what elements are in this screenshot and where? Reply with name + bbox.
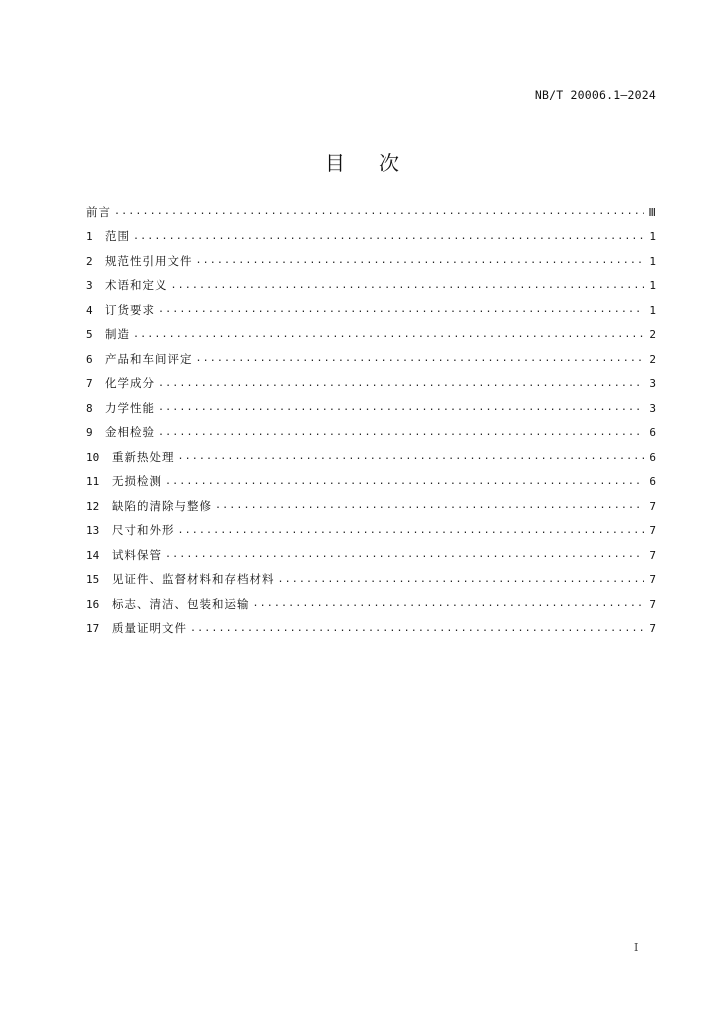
toc-entry-page: 7	[649, 548, 656, 562]
toc-entry-number: 5	[86, 328, 93, 342]
toc-title: 目次	[325, 151, 433, 175]
page-number: I	[634, 941, 639, 954]
toc-dot-leader	[178, 451, 645, 463]
toc-entry-label: 试料保管	[112, 547, 162, 562]
toc-entry-label: 范围	[105, 229, 130, 243]
toc-entry-label: 化学成分	[105, 376, 155, 390]
toc-entry-label: 无损检测	[112, 474, 162, 488]
toc-entry[interactable]	[86, 249, 656, 274]
toc-entry[interactable]	[86, 494, 656, 519]
toc-entry-number: 11	[86, 475, 100, 489]
toc-dot-leader	[114, 206, 644, 218]
toc-entry-page: 6	[649, 475, 656, 489]
toc-entry[interactable]	[86, 519, 656, 544]
toc-dot-leader	[158, 402, 644, 414]
toc-entry[interactable]	[86, 421, 656, 446]
toc-entry[interactable]	[86, 298, 656, 323]
toc-entry[interactable]	[86, 592, 656, 617]
toc-entry-label: 订货要求	[105, 302, 155, 317]
toc-entry[interactable]	[86, 396, 656, 421]
toc-entry-number: 16	[86, 597, 100, 611]
toc-entry[interactable]	[86, 372, 656, 397]
toc-entry-page: 1	[649, 230, 656, 244]
toc-entry-number: 1	[86, 230, 93, 244]
toc-entry[interactable]	[86, 347, 656, 372]
toc-entry-label: 力学性能	[105, 400, 155, 415]
toc-entry-label: 前言	[86, 204, 111, 219]
toc-entry[interactable]	[86, 445, 656, 470]
toc-entry[interactable]	[86, 323, 656, 348]
toc-dot-leader	[158, 378, 644, 390]
toc-entry-page: 7	[649, 499, 656, 513]
toc-entry-number: 8	[86, 401, 93, 415]
toc-entry-number: 2	[86, 254, 93, 268]
toc-dot-leader	[165, 476, 644, 488]
toc-entry-page: Ⅲ	[648, 205, 656, 219]
toc-entry-page: 7	[649, 524, 656, 538]
toc-entry-number: 6	[86, 352, 93, 366]
toc-entry-number: 15	[86, 573, 100, 587]
toc-entry-page: 1	[649, 279, 656, 293]
toc-dot-leader	[133, 231, 644, 243]
toc-dot-leader	[253, 598, 645, 610]
toc-entry-page: 2	[649, 352, 656, 366]
toc-entry-label: 规范性引用文件	[105, 253, 193, 268]
toc-entry-number: 9	[86, 426, 93, 440]
toc-dot-leader	[158, 427, 644, 439]
toc-dot-leader	[278, 574, 645, 586]
toc-entry-number: 12	[86, 499, 100, 513]
toc-entry-page: 7	[649, 622, 656, 636]
toc-entry-page: 3	[649, 377, 656, 391]
toc-entry[interactable]	[86, 225, 656, 250]
toc-dot-leader	[190, 623, 644, 635]
toc-dot-leader	[158, 304, 644, 316]
toc-dot-leader	[215, 500, 644, 512]
toc-entry[interactable]	[86, 568, 656, 593]
toc-entry[interactable]	[86, 470, 656, 495]
toc-entry-number: 17	[86, 622, 100, 636]
toc-entry-number: 13	[86, 524, 100, 538]
toc-entry-page: 3	[649, 401, 656, 415]
toc-entry-number: 10	[86, 450, 100, 464]
toc-entry[interactable]	[86, 543, 656, 568]
toc-entry-label: 标志、清洁、包装和运输	[112, 596, 250, 611]
toc-dot-leader	[165, 549, 644, 561]
toc-entry-page: 7	[649, 573, 656, 587]
toc-entry-label: 见证件、监督材料和存档材料	[112, 572, 275, 586]
toc-entry-label: 质量证明文件	[112, 621, 187, 635]
toc-entry-page: 7	[649, 597, 656, 611]
toc-dot-leader	[133, 329, 644, 341]
toc-entry-page: 6	[649, 426, 656, 440]
toc-entry-label: 术语和定义	[105, 278, 168, 292]
toc-dot-leader	[178, 525, 645, 537]
toc-dot-leader	[171, 280, 645, 292]
toc-entry-label: 金相检验	[105, 425, 155, 439]
toc-entry-page: 1	[649, 254, 656, 268]
toc-entry-number: 4	[86, 303, 93, 317]
toc-entry-label: 重新热处理	[112, 449, 175, 464]
toc-entry-number: 3	[86, 279, 93, 293]
toc-dot-leader	[196, 353, 645, 365]
toc-entry-label: 缺陷的清除与整修	[112, 498, 212, 513]
toc-entry[interactable]	[86, 200, 656, 225]
toc-entry-number: 7	[86, 377, 93, 391]
toc-entry[interactable]	[86, 617, 656, 642]
toc-entry-page: 2	[649, 328, 656, 342]
toc-dot-leader	[196, 255, 645, 267]
toc-entry-number: 14	[86, 548, 100, 562]
toc-entry-label: 制造	[105, 327, 130, 341]
toc-entry-page: 1	[649, 303, 656, 317]
toc-entry-label: 产品和车间评定	[105, 351, 193, 366]
toc-entry-page: 6	[649, 450, 656, 464]
toc-entry[interactable]	[86, 274, 656, 299]
standard-number: NB/T 20006.1—2024	[534, 88, 656, 102]
table-of-contents	[86, 200, 656, 641]
toc-entry-label: 尺寸和外形	[112, 523, 175, 537]
